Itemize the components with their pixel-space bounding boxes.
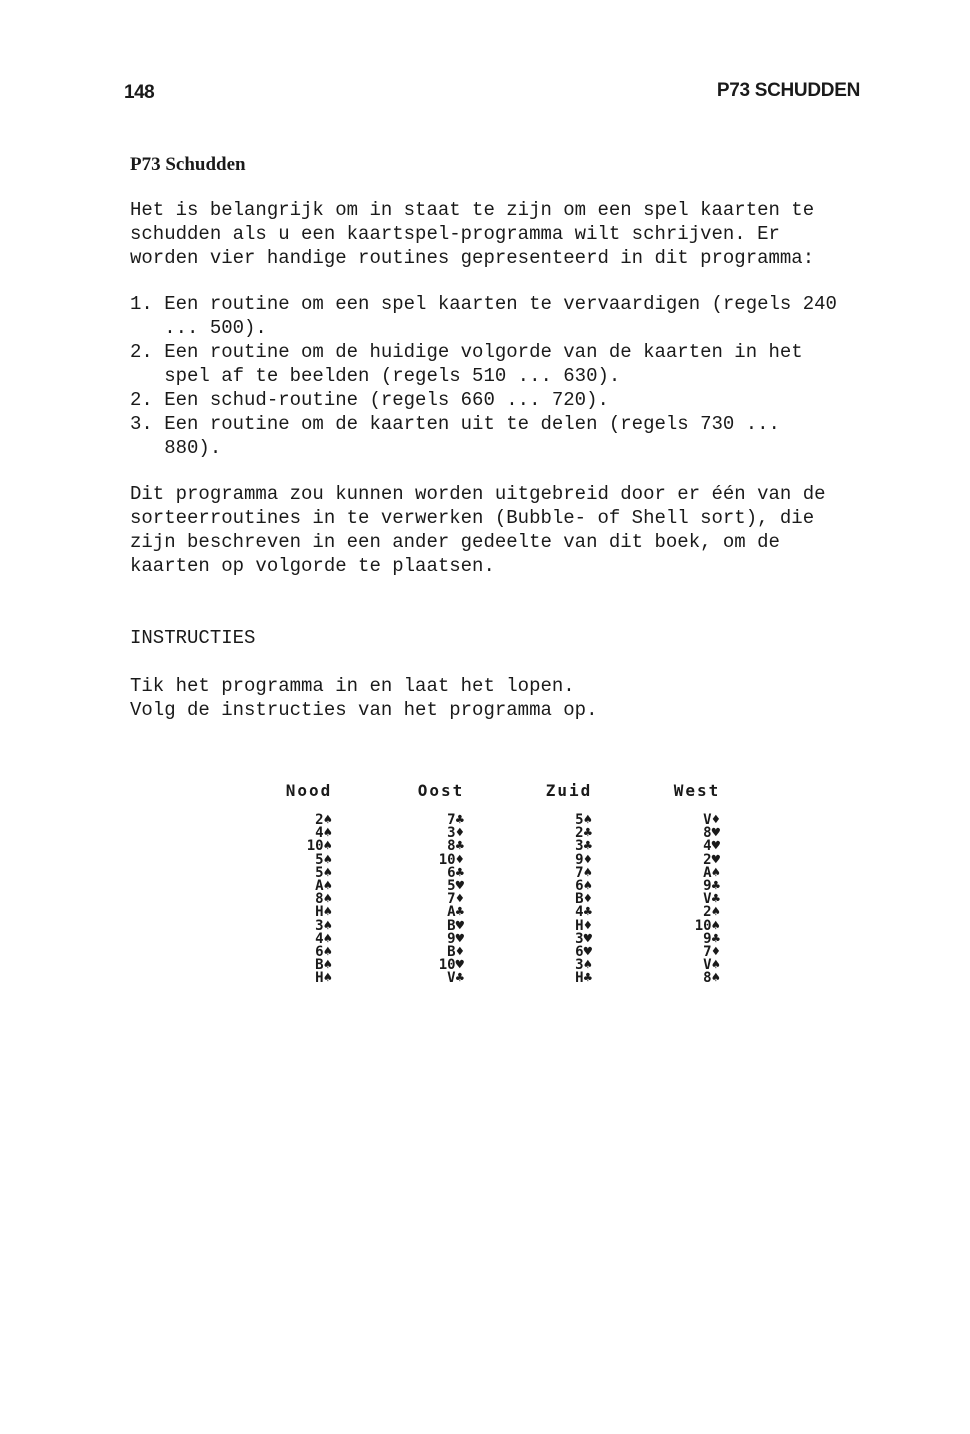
hand-zuid [524, 780, 614, 986]
routine-list: 1. Een routine om een spel kaarten te vervaardigen (regels 240 ... 500). 2. Een routine om de huidige volgorde van de kaarten in het spel af te beelden (regels 510 ... 630). 2. Een schud-routine (regels 660 ... 720). 3. Een routine om de kaarten uit te delen (regels 730 ... 880). [130, 293, 837, 459]
intro-paragraph: Het is belangrijk om in staat te zijn om een spel kaarten te schudden als u een kaartspel-programma wilt schrijven. Er worden vier handige routines gepresenteerd in dit programma: [130, 199, 815, 269]
hand-noord [264, 780, 354, 986]
hand-header-zuid: Zuid [545, 781, 593, 800]
hand-header-noord: Nood [285, 781, 333, 800]
hand-cards-noord: 2♠ 4♠ 10♠ 5♠ 5♠ A♠ 8♠ H♠ 3♠ 4♠ 6♠ B♠ H♠ [306, 812, 332, 987]
hand-header-oost: Oost [417, 781, 465, 800]
instructions-heading: INSTRUCTIES [130, 627, 256, 649]
hand-header-west: West [673, 781, 721, 800]
hand-cards-oost: 7♣ 3♦ 8♣ 10♦ 6♣ 5♥ 7♦ A♣ B♥ 9♥ B♦ 10♥ V♣ [438, 812, 464, 987]
hand-oost [396, 780, 486, 986]
hand-west [652, 780, 742, 986]
instructions-body: Tik het programma in en laat het lopen. Volg de instructies van het programma op. [130, 675, 598, 721]
extension-paragraph: Dit programma zou kunnen worden uitgebreid door er één van de sorteerroutines in te verwerken (Bubble- of Shell sort), die zijn beschreven in een ander gedeelte van dit boek, om de kaarten op volgorde te plaatsen. [130, 483, 826, 577]
section-title: P73 Schudden [130, 154, 246, 175]
running-head: P73 SCHUDDEN [716, 80, 860, 101]
hand-cards-zuid: 5♠ 2♣ 3♣ 9♦ 7♠ 6♠ B♦ 4♣ H♦ 3♥ 6♥ 3♠ H♣ [575, 812, 592, 987]
hand-cards-west: V♦ 8♥ 4♥ 2♥ A♠ 9♣ V♣ 2♠ 10♠ 9♣ 7♦ V♠ 8♠ [694, 812, 720, 987]
page-number: 148 [124, 82, 155, 103]
